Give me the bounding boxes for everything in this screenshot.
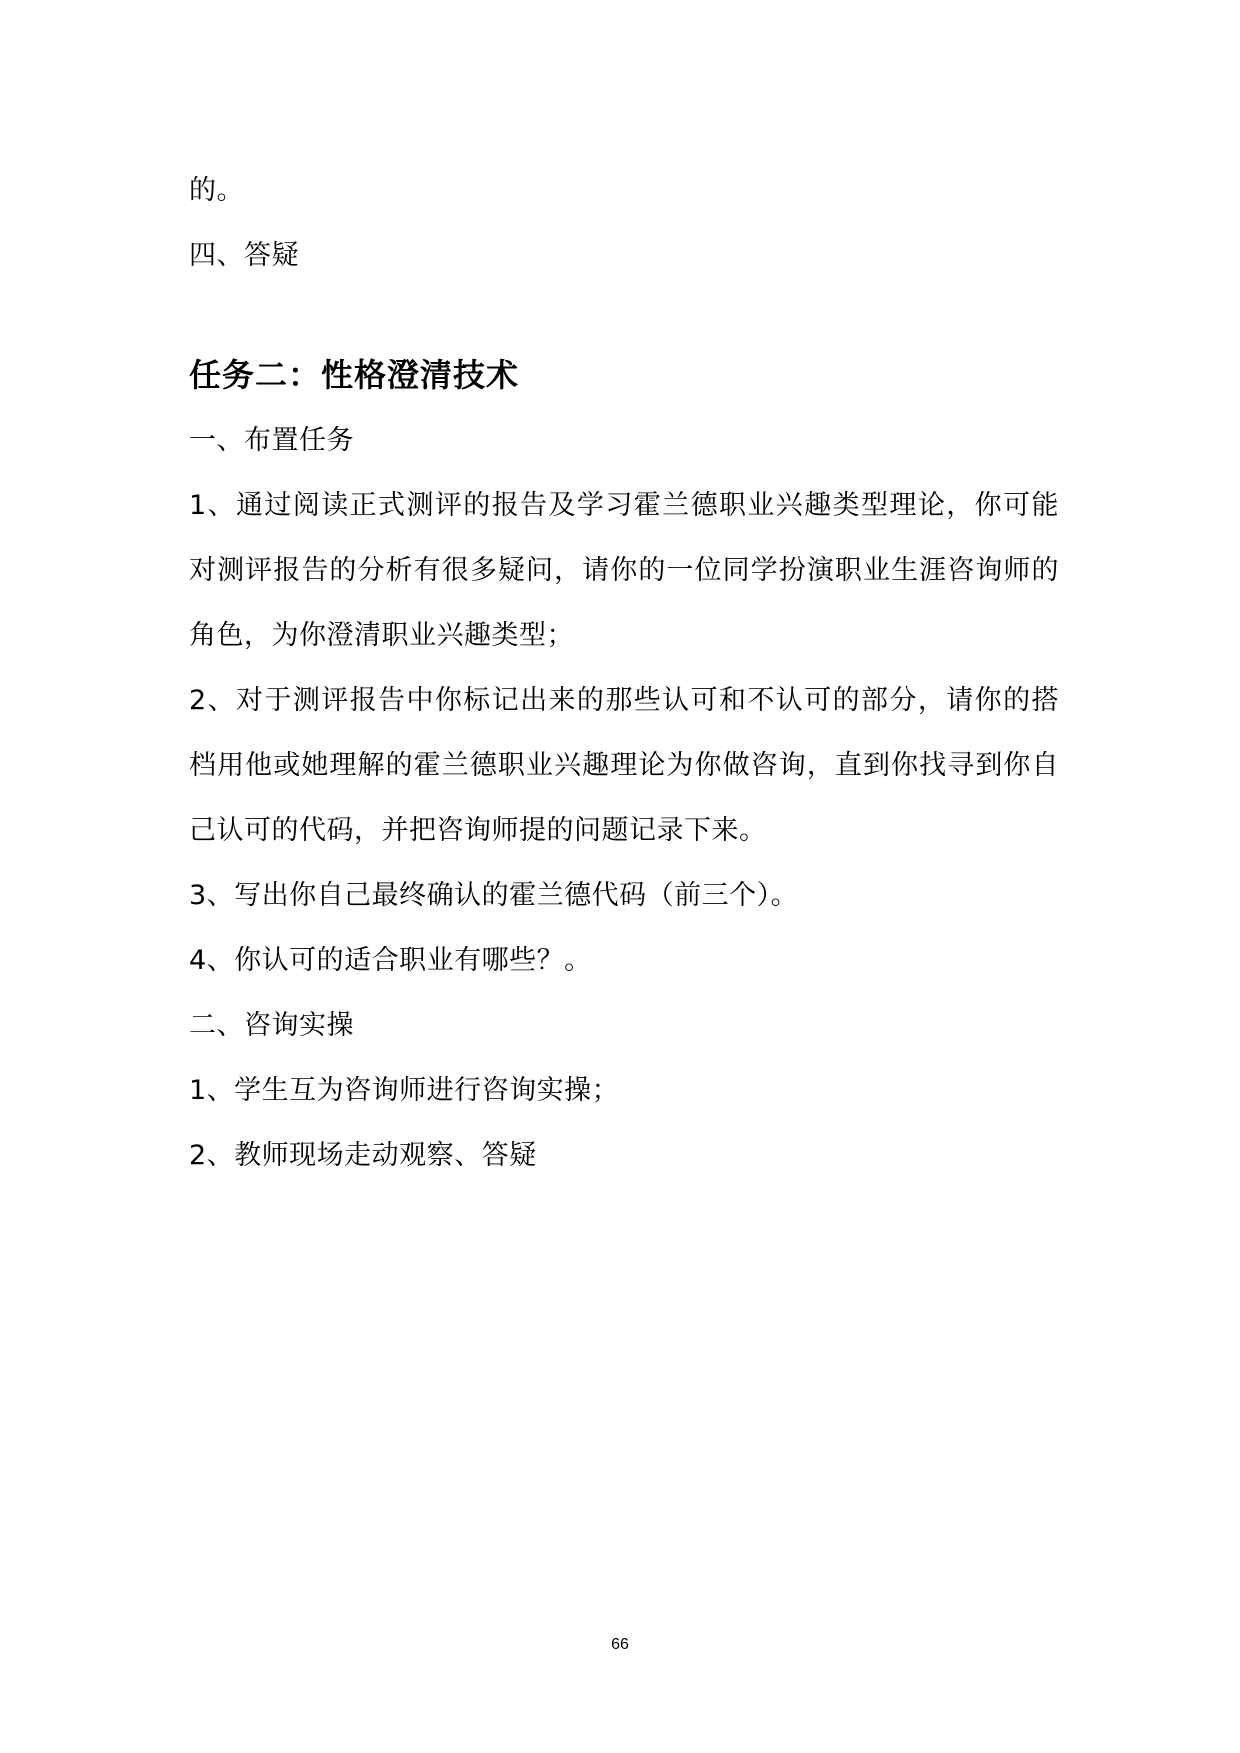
intro-tail-text: 的。 (189, 175, 244, 206)
part-one-item: 1、通过阅读正式测评的报告及学习霍兰德职业兴趣类型理论，你可能对测评报告的分析有很多疑问，请你的一位同学扮演职业生涯咨询师的角色，为你澄清职业兴趣类型； (189, 490, 1059, 651)
part-two-title: 二、咨询实操 (189, 1010, 354, 1041)
page-number: 66 (611, 1636, 629, 1653)
part-one-item: 3、写出你自己最终确认的霍兰德代码（前三个）。 (189, 880, 799, 911)
part-one-item: 2、对于测评报告中你标记出来的那些认可和不认可的部分，请你的搭档用他或她理解的霍兰德职业兴趣理论为你做咨询，直到你找寻到你自己认可的代码，并把咨询师提的问题记录下来。 (189, 685, 1059, 846)
page-content (189, 158, 1059, 1188)
part-one-title: 一、布置任务 (189, 425, 354, 456)
part-one-item: 4、你认可的适合职业有哪些？。 (189, 945, 592, 976)
part-two-item: 1、学生互为咨询师进行咨询实操； (189, 1075, 620, 1106)
spacer (189, 288, 1059, 343)
part-two-item: 2、教师现场走动观察、答疑 (189, 1140, 537, 1171)
task-heading: 任务二：性格澄清技术 (189, 356, 520, 394)
section-four-heading: 四、答疑 (189, 240, 299, 271)
